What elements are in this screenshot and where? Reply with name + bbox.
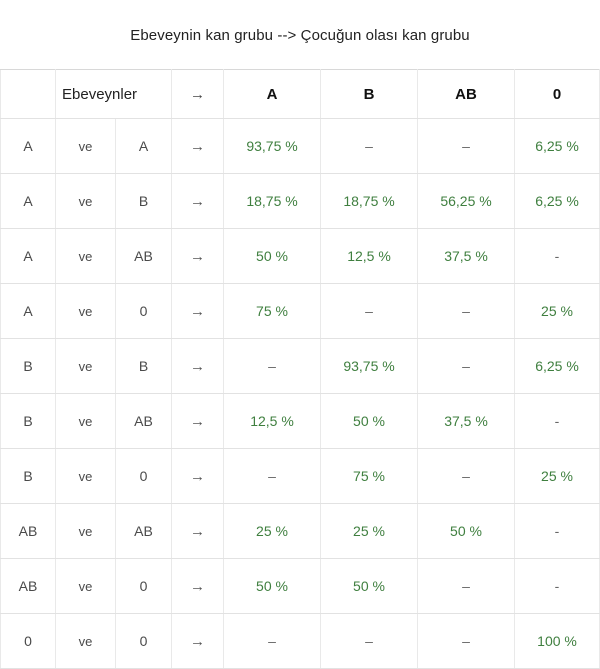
table-row [1, 449, 600, 504]
cell-b: 50 % [321, 559, 418, 614]
row-parent1: 0 [1, 614, 56, 669]
cell-b: 75 % [321, 449, 418, 504]
row-parent1: AB [1, 504, 56, 559]
blood-type-table [0, 69, 600, 669]
header-type-b: B [321, 70, 418, 119]
table-row [1, 339, 600, 394]
cell-0: 100 % [515, 614, 600, 669]
row-arrow-icon: → [172, 394, 224, 449]
cell-a: 12,5 % [224, 394, 321, 449]
cell-0: - [515, 394, 600, 449]
header-type-ab: AB [418, 70, 515, 119]
cell-a: 18,75 % [224, 174, 321, 229]
cell-ab: – [418, 559, 515, 614]
row-conjunction: ve [56, 229, 116, 284]
row-arrow-icon: → [172, 614, 224, 669]
header-arrow-icon: → [172, 70, 224, 119]
row-conjunction: ve [56, 559, 116, 614]
cell-0: 6,25 % [515, 339, 600, 394]
cell-a: – [224, 614, 321, 669]
cell-a: 75 % [224, 284, 321, 339]
cell-b: – [321, 284, 418, 339]
row-conjunction: ve [56, 119, 116, 174]
header-type-a: A [224, 70, 321, 119]
cell-ab: 37,5 % [418, 229, 515, 284]
cell-a: – [224, 449, 321, 504]
cell-ab: 37,5 % [418, 394, 515, 449]
cell-ab: 56,25 % [418, 174, 515, 229]
table-header [1, 70, 600, 119]
cell-ab: 50 % [418, 504, 515, 559]
cell-b: – [321, 119, 418, 174]
cell-b: – [321, 614, 418, 669]
row-conjunction: ve [56, 614, 116, 669]
row-parent1: A [1, 284, 56, 339]
cell-ab: – [418, 119, 515, 174]
row-parent2: B [116, 174, 172, 229]
cell-0: 25 % [515, 449, 600, 504]
row-parent2: 0 [116, 614, 172, 669]
row-parent1: A [1, 174, 56, 229]
row-parent1: B [1, 449, 56, 504]
row-arrow-icon: → [172, 229, 224, 284]
row-parent1: A [1, 229, 56, 284]
row-conjunction: ve [56, 174, 116, 229]
row-parent1: B [1, 339, 56, 394]
header-row [1, 70, 600, 119]
header-blank [1, 70, 56, 119]
cell-a: 50 % [224, 559, 321, 614]
row-arrow-icon: → [172, 559, 224, 614]
cell-a: 50 % [224, 229, 321, 284]
row-parent2: A [116, 119, 172, 174]
cell-ab: – [418, 449, 515, 504]
table-row [1, 614, 600, 669]
row-parent1: A [1, 119, 56, 174]
row-parent2: 0 [116, 449, 172, 504]
row-conjunction: ve [56, 394, 116, 449]
table-row [1, 119, 600, 174]
table-row [1, 229, 600, 284]
cell-0: - [515, 229, 600, 284]
cell-0: - [515, 559, 600, 614]
cell-a: 93,75 % [224, 119, 321, 174]
table-row [1, 504, 600, 559]
cell-a: – [224, 339, 321, 394]
header-parents: Ebeveynler [56, 70, 172, 119]
cell-b: 25 % [321, 504, 418, 559]
row-parent2: 0 [116, 284, 172, 339]
cell-b: 12,5 % [321, 229, 418, 284]
cell-b: 93,75 % [321, 339, 418, 394]
table-row [1, 394, 600, 449]
cell-0: 6,25 % [515, 174, 600, 229]
row-conjunction: ve [56, 504, 116, 559]
cell-b: 50 % [321, 394, 418, 449]
cell-ab: – [418, 284, 515, 339]
row-arrow-icon: → [172, 119, 224, 174]
cell-ab: – [418, 614, 515, 669]
row-parent1: B [1, 394, 56, 449]
row-conjunction: ve [56, 284, 116, 339]
table-row [1, 559, 600, 614]
row-arrow-icon: → [172, 284, 224, 339]
row-parent2: 0 [116, 559, 172, 614]
page-title: Ebeveynin kan grubu --> Çocuğun olası kan grubu [130, 27, 470, 44]
row-arrow-icon: → [172, 504, 224, 559]
row-parent1: AB [1, 559, 56, 614]
cell-a: 25 % [224, 504, 321, 559]
row-parent2: AB [116, 504, 172, 559]
cell-0: - [515, 504, 600, 559]
row-parent2: AB [116, 394, 172, 449]
row-arrow-icon: → [172, 339, 224, 394]
cell-0: 6,25 % [515, 119, 600, 174]
cell-0: 25 % [515, 284, 600, 339]
header-type-0: 0 [515, 70, 600, 119]
table-row [1, 174, 600, 229]
table-body [1, 119, 600, 669]
cell-b: 18,75 % [321, 174, 418, 229]
row-arrow-icon: → [172, 449, 224, 504]
cell-ab: – [418, 339, 515, 394]
row-parent2: AB [116, 229, 172, 284]
row-parent2: B [116, 339, 172, 394]
row-conjunction: ve [56, 339, 116, 394]
row-arrow-icon: → [172, 174, 224, 229]
table-row [1, 284, 600, 339]
row-conjunction: ve [56, 449, 116, 504]
